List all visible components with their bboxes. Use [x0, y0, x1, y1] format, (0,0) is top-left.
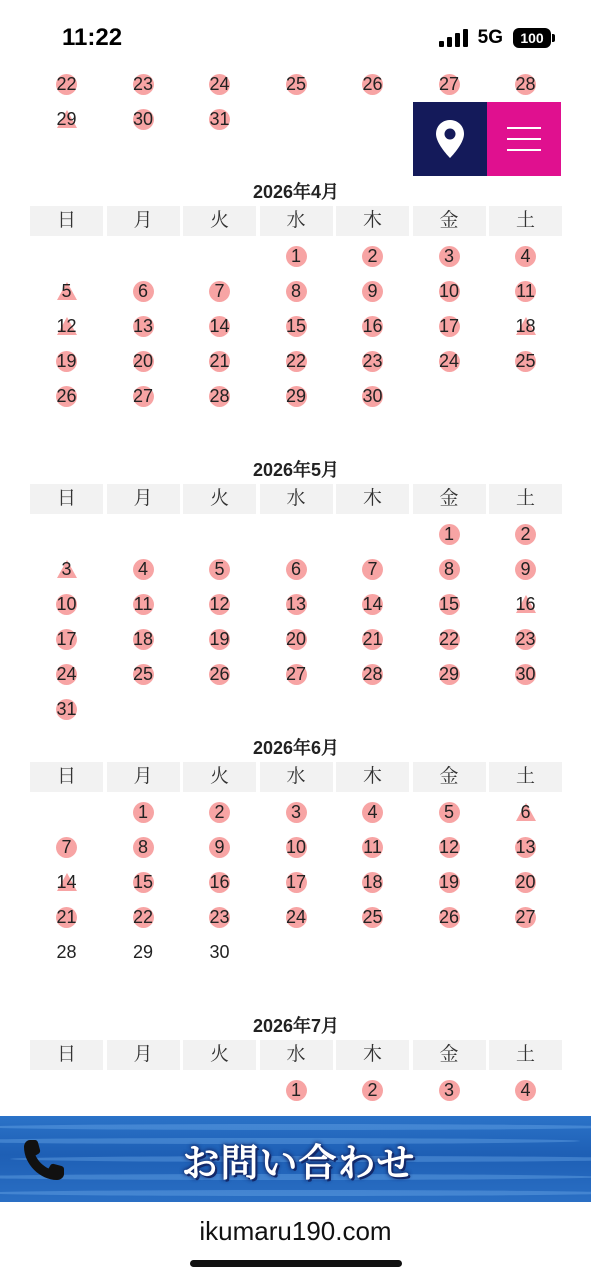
day-number: 2 [520, 524, 531, 544]
calendar-day[interactable] [489, 276, 562, 306]
weekday-header [30, 206, 562, 236]
calendar-day[interactable] [489, 797, 562, 827]
weekday-label: 木 [336, 762, 409, 792]
calendar-day[interactable] [107, 104, 180, 134]
calendar-day[interactable] [489, 1075, 562, 1105]
day-number: 28 [362, 664, 383, 684]
calendar-day[interactable] [107, 346, 180, 376]
day-number: 25 [362, 907, 383, 927]
day-number: 4 [367, 802, 378, 822]
calendar-day[interactable] [336, 554, 409, 584]
calendar-day[interactable] [413, 311, 486, 341]
calendar-day[interactable] [183, 104, 256, 134]
day-number: 14 [56, 872, 77, 892]
day-number: 27 [285, 664, 307, 684]
map-button[interactable] [413, 102, 487, 176]
calendar-day[interactable] [489, 659, 562, 689]
day-number: 3 [443, 246, 454, 266]
weekday-label: 水 [260, 1040, 333, 1070]
weekday-label: 月 [107, 762, 180, 792]
day-number: 29 [56, 109, 77, 129]
calendar-day[interactable] [336, 241, 409, 271]
menu-button[interactable] [487, 102, 561, 176]
calendar-day[interactable] [107, 797, 180, 827]
calendar-day[interactable] [30, 694, 103, 724]
weekday-header [30, 1040, 562, 1070]
calendar-day[interactable] [30, 902, 103, 932]
weekday-label: 金 [413, 206, 486, 236]
calendar-day[interactable] [336, 624, 409, 654]
calendar-day[interactable] [413, 1075, 486, 1105]
calendar-day[interactable] [30, 346, 103, 376]
day-number: 5 [443, 802, 454, 822]
day-number: 18 [515, 316, 536, 336]
day-number: 22 [438, 629, 460, 649]
calendar-day[interactable] [183, 832, 256, 862]
day-number: 24 [56, 664, 77, 684]
weekday-label: 月 [107, 484, 180, 514]
day-number: 1 [443, 524, 454, 544]
day-number: 18 [132, 629, 154, 649]
weekday-label: 水 [260, 762, 333, 792]
weekday-label: 土 [489, 1040, 562, 1070]
calendar-day[interactable] [336, 659, 409, 689]
day-number: 24 [438, 351, 460, 371]
calendar-day[interactable] [413, 797, 486, 827]
day-number: 28 [515, 74, 536, 94]
day-number: 31 [56, 699, 77, 719]
day-number: 25 [132, 664, 154, 684]
calendar-day[interactable] [489, 589, 562, 619]
calendar-day[interactable] [260, 867, 333, 897]
day-number: 8 [137, 837, 148, 857]
day-number: 27 [132, 386, 154, 406]
day-number: 26 [209, 664, 230, 684]
weekday-label: 火 [183, 1040, 256, 1070]
hamburger-menu-icon [507, 126, 541, 152]
day-number: 4 [137, 559, 148, 579]
calendar-day[interactable] [107, 624, 180, 654]
calendar-day[interactable] [260, 589, 333, 619]
weekday-label: 金 [413, 762, 486, 792]
day-number: 4 [520, 246, 531, 266]
day-number: 30 [132, 109, 154, 129]
calendar-day[interactable] [183, 311, 256, 341]
calendar-day[interactable] [413, 519, 486, 549]
day-number: 8 [290, 281, 301, 301]
day-number: 5 [214, 559, 225, 579]
calendar-day[interactable] [336, 69, 409, 99]
day-number: 3 [61, 559, 72, 579]
calendar-day[interactable] [336, 832, 409, 862]
day-number: 6 [290, 559, 301, 579]
calendar-day[interactable] [413, 659, 486, 689]
calendar-day[interactable] [260, 902, 333, 932]
calendar-day[interactable] [413, 867, 486, 897]
day-number: 20 [285, 629, 307, 649]
day-number: 28 [209, 386, 230, 406]
calendar-day[interactable] [489, 554, 562, 584]
weekday-label: 火 [183, 484, 256, 514]
day-number: 16 [209, 872, 230, 892]
day-number: 10 [56, 594, 77, 614]
day-number: 10 [438, 281, 460, 301]
calendar-day[interactable] [260, 381, 333, 411]
day-number: 7 [367, 559, 378, 579]
calendar-day[interactable] [30, 104, 103, 134]
browser-address-bar[interactable] [0, 1202, 591, 1280]
status-bar [0, 0, 591, 70]
calendar-day[interactable] [489, 69, 562, 99]
calendar-day[interactable] [30, 69, 103, 99]
day-number: 19 [56, 351, 77, 371]
month-title: 2026年4月 [252, 182, 340, 202]
battery-level: 100 [520, 30, 544, 46]
status-indicators [439, 27, 551, 49]
day-number: 12 [438, 837, 460, 857]
day-number: 23 [362, 351, 383, 371]
day-number: 7 [61, 837, 72, 857]
calendar-day[interactable] [260, 659, 333, 689]
calendar-day[interactable] [489, 902, 562, 932]
day-number: 11 [363, 837, 382, 857]
calendar-day[interactable] [107, 832, 180, 862]
day-number: 27 [438, 74, 460, 94]
weekday-label: 日 [30, 762, 103, 792]
calendar-day[interactable] [30, 937, 103, 967]
day-number: 6 [137, 281, 148, 301]
day-number: 12 [56, 316, 77, 336]
weekday-label: 火 [183, 762, 256, 792]
contact-banner[interactable] [0, 1116, 591, 1202]
calendar-day[interactable] [107, 554, 180, 584]
day-number: 21 [209, 351, 230, 371]
calendar-day[interactable] [336, 867, 409, 897]
calendar-day[interactable] [107, 659, 180, 689]
day-number: 24 [285, 907, 307, 927]
day-number: 21 [56, 907, 77, 927]
day-number: 12 [209, 594, 230, 614]
calendar-day[interactable] [413, 589, 486, 619]
calendar-day[interactable] [489, 241, 562, 271]
day-number: 2 [367, 1080, 378, 1100]
weekday-label: 日 [30, 484, 103, 514]
calendar-day[interactable] [336, 902, 409, 932]
calendar-day[interactable] [183, 276, 256, 306]
day-number: 29 [438, 664, 460, 684]
weekday-label: 月 [107, 206, 180, 236]
calendar-day[interactable] [30, 867, 103, 897]
weekday-label: 土 [489, 206, 562, 236]
day-number: 3 [443, 1080, 454, 1100]
calendar-day[interactable] [183, 624, 256, 654]
calendar-day[interactable] [183, 346, 256, 376]
day-number: 11 [133, 594, 153, 614]
day-number: 30 [515, 664, 536, 684]
weekday-label: 金 [413, 484, 486, 514]
calendar-day[interactable] [413, 902, 486, 932]
calendar-day[interactable] [30, 311, 103, 341]
calendar-day[interactable] [413, 346, 486, 376]
status-time: 11:22 [62, 24, 123, 51]
day-number: 30 [362, 386, 383, 406]
calendar-day[interactable] [183, 902, 256, 932]
day-number: 28 [56, 942, 77, 962]
weekday-label: 木 [336, 1040, 409, 1070]
calendar-day[interactable] [183, 659, 256, 689]
calendar-day[interactable] [30, 832, 103, 862]
calendar-day[interactable] [336, 346, 409, 376]
month-title: 2026年7月 [252, 1016, 340, 1036]
calendar-day[interactable] [183, 69, 256, 99]
weekday-label: 土 [489, 762, 562, 792]
calendar-day[interactable] [30, 381, 103, 411]
network-label: 5G [477, 27, 503, 48]
day-number: 15 [132, 872, 154, 892]
calendar-day[interactable] [260, 624, 333, 654]
calendar-day[interactable] [413, 69, 486, 99]
calendar-day[interactable] [30, 624, 103, 654]
day-number: 25 [285, 74, 307, 94]
day-number: 2 [214, 802, 225, 822]
calendar-day[interactable] [30, 589, 103, 619]
signal-icon [439, 29, 468, 47]
calendar-day[interactable] [260, 241, 333, 271]
calendar-day[interactable] [336, 276, 409, 306]
day-number: 22 [56, 74, 77, 94]
calendar-day[interactable] [336, 589, 409, 619]
day-number: 6 [520, 802, 531, 822]
calendar-day[interactable] [336, 311, 409, 341]
calendar-day[interactable] [489, 519, 562, 549]
calendar-day[interactable] [489, 311, 562, 341]
weekday-label: 月 [107, 1040, 180, 1070]
calendar-day[interactable] [260, 311, 333, 341]
calendar-day[interactable] [107, 381, 180, 411]
calendar-day[interactable] [107, 276, 180, 306]
weekday-header [30, 762, 562, 792]
day-number: 1 [137, 802, 148, 822]
day-number: 9 [214, 837, 225, 857]
calendar-day[interactable] [489, 624, 562, 654]
day-number: 3 [290, 802, 301, 822]
calendar-day[interactable] [183, 381, 256, 411]
day-number: 24 [209, 74, 230, 94]
day-number: 18 [362, 872, 383, 892]
home-indicator[interactable] [190, 1260, 402, 1267]
calendar-day[interactable] [260, 554, 333, 584]
calendar-day[interactable] [260, 69, 333, 99]
weekday-label: 水 [260, 484, 333, 514]
calendar-day[interactable] [413, 832, 486, 862]
calendar-day[interactable] [183, 554, 256, 584]
calendar-day[interactable] [413, 624, 486, 654]
day-number: 7 [214, 281, 225, 301]
day-number: 13 [285, 594, 307, 614]
battery-icon [513, 28, 551, 48]
calendar-day[interactable] [30, 276, 103, 306]
weekday-label: 水 [260, 206, 333, 236]
day-number: 2 [367, 246, 378, 266]
day-number: 22 [132, 907, 154, 927]
calendar-day[interactable] [413, 554, 486, 584]
day-number: 17 [438, 316, 460, 336]
day-number: 20 [132, 351, 154, 371]
day-number: 10 [285, 837, 307, 857]
day-number: 1 [290, 1080, 301, 1100]
calendar-day[interactable] [30, 554, 103, 584]
day-number: 13 [132, 316, 154, 336]
calendar-day[interactable] [107, 311, 180, 341]
calendar-day[interactable] [260, 832, 333, 862]
day-number: 16 [515, 594, 536, 614]
weekday-label: 土 [489, 484, 562, 514]
weekday-label: 金 [413, 1040, 486, 1070]
day-number: 15 [285, 316, 307, 336]
calendar-day[interactable] [107, 69, 180, 99]
calendar-day[interactable] [30, 659, 103, 689]
day-number: 25 [515, 351, 536, 371]
day-number: 16 [362, 316, 383, 336]
day-number: 26 [362, 74, 383, 94]
map-pin-icon [435, 119, 465, 159]
calendar-day[interactable] [413, 276, 486, 306]
weekday-header [30, 484, 562, 514]
calendar-day[interactable] [107, 867, 180, 897]
day-number: 14 [209, 316, 230, 336]
calendar-day[interactable] [107, 589, 180, 619]
weekday-label: 日 [30, 206, 103, 236]
calendar-day[interactable] [183, 867, 256, 897]
calendar-day[interactable] [107, 937, 180, 967]
day-number: 29 [132, 942, 154, 962]
month-title: 2026年6月 [252, 738, 340, 758]
contact-label: お問い合わせ [181, 1139, 416, 1185]
calendar-day[interactable] [183, 589, 256, 619]
day-number: 17 [56, 629, 77, 649]
day-number: 30 [209, 942, 230, 962]
day-number: 11 [516, 281, 535, 301]
day-number: 5 [61, 281, 72, 301]
day-number: 19 [438, 872, 460, 892]
day-number: 1 [290, 246, 301, 266]
weekday-label: 火 [183, 206, 256, 236]
weekday-label: 木 [336, 484, 409, 514]
calendar-day[interactable] [336, 797, 409, 827]
day-number: 27 [515, 907, 536, 927]
calendar-day[interactable] [183, 797, 256, 827]
calendar-day[interactable] [260, 1075, 333, 1105]
day-number: 31 [209, 109, 230, 129]
day-number: 26 [56, 386, 77, 406]
calendar-day[interactable] [489, 867, 562, 897]
calendar-day[interactable] [260, 346, 333, 376]
calendar-day[interactable] [489, 346, 562, 376]
calendar-day[interactable] [260, 276, 333, 306]
day-number: 23 [515, 629, 536, 649]
day-number: 9 [367, 281, 378, 301]
day-number: 14 [362, 594, 383, 614]
url-text: ikumaru190.com [199, 1216, 392, 1246]
day-number: 21 [362, 629, 383, 649]
day-number: 20 [515, 872, 536, 892]
calendar-day[interactable] [336, 381, 409, 411]
day-number: 8 [443, 559, 454, 579]
day-number: 23 [132, 74, 154, 94]
calendar-day[interactable] [413, 241, 486, 271]
day-number: 19 [209, 629, 230, 649]
weekday-label: 日 [30, 1040, 103, 1070]
calendar-day[interactable] [107, 902, 180, 932]
day-number: 4 [520, 1080, 531, 1100]
calendar-day[interactable] [336, 1075, 409, 1105]
weekday-label: 木 [336, 206, 409, 236]
day-number: 13 [515, 837, 536, 857]
calendar-day[interactable] [183, 937, 256, 967]
day-number: 22 [285, 351, 307, 371]
day-number: 15 [438, 594, 460, 614]
day-number: 26 [438, 907, 460, 927]
day-number: 23 [209, 907, 230, 927]
month-title: 2026年5月 [252, 460, 340, 480]
day-number: 9 [520, 559, 531, 579]
calendar-day[interactable] [260, 797, 333, 827]
calendar-day[interactable] [489, 832, 562, 862]
day-number: 17 [285, 872, 307, 892]
day-number: 29 [285, 386, 307, 406]
